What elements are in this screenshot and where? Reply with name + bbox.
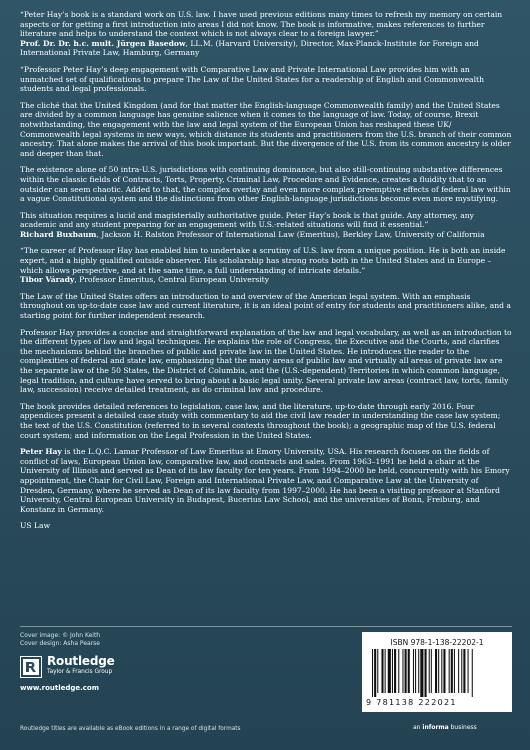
review-buxbaum-para-4: This situation requires a lucid and magisterially authoritative guide. Peter Hay’s book is that guide. Any attorney, any academic and any student preparing for an engagement with U.S.-related situations will find it essential.” — [20, 210, 474, 230]
barcode-bar — [425, 649, 427, 697]
barcode-bar — [435, 649, 437, 693]
routledge-logo-icon — [20, 656, 42, 678]
isbn-barcode-box — [362, 632, 512, 712]
barcode-bar — [372, 649, 373, 697]
review-author: Richard Buxbaum — [20, 229, 97, 239]
barcode-bar — [377, 649, 378, 693]
barcode-bar — [449, 649, 450, 693]
barcode-bar — [431, 649, 432, 693]
description-overview: Professor Hay provides a concise and straightforward explanation of the law and legal vocabulary, as well as an introduction to the different types of law and legal techniques. He explains the role of Congress, the Executive and the Courts, and clarifies the mechanisms behind the branches of public and private law in the United States. He introduces the reader to the complexities of federal and state law, emphasizing that the many areas of public law and virtually all areas of private law are the separate law of the 50 States, the District of Columbia, and the (U.S.-dependent) Territories in which common language, legal tradition, and culture have served to bring about a basic legal unity. Several private law areas (contract law, torts, family law, succession) receive detailed treatment, as do criminal law and procedure. — [20, 327, 512, 395]
barcode-bar — [443, 649, 445, 693]
informa-prefix: an — [413, 724, 423, 731]
description-appendices: The book provides detailed references to legislation, case law, and the literature, up-to-date through early 2016. Four appendices present a detailed case study with commentary to aid the civil law reader in understanding the case law system; the text of the U.S. Constitution (referred to in several contexts throughout the book); a geographic map of the U.S. federal court system; and information on the Legal Profession in the United States. — [20, 401, 501, 440]
barcode-bar — [461, 649, 462, 693]
barcode-bar — [468, 649, 469, 693]
barcode-bar — [415, 649, 416, 693]
barcode-bar — [429, 649, 430, 693]
barcode-bar — [388, 649, 391, 693]
review-buxbaum-para-3: The existence alone of 50 intra-U.S. jurisdictions with continuing dominance, but also still-continuing substantive differences within the classic fields of Contracts, Torts, Property, Criminal Law, Procedure and Evidence, creates a fluidity that to an outsider can seem chaotic. Added to that, the complex overlay and even more complex preemptive effects of federal law within a vague Constitutional system and the distinctions from other English-language jurisdictions become even more mystifying. — [20, 165, 511, 204]
cover-credits — [20, 632, 100, 647]
barcode-bar — [394, 649, 396, 693]
isbn-digits: 9 781138 222021 — [366, 698, 457, 707]
cover-text — [20, 10, 512, 538]
cover-design-credit: Cover design: Asha Pearse — [20, 639, 100, 647]
footer-divider — [20, 626, 512, 627]
review-affiliation: , LL.M. (Harvard University), Director, Max-Planck-Institute for Foreign and International Private Law, Hamburg, Germany — [20, 38, 479, 58]
isbn-label: ISBN 978-1-138-22202-1 — [390, 638, 484, 647]
barcode-bar — [420, 649, 423, 697]
barcode-bar — [408, 649, 410, 693]
barcode-bar — [381, 649, 383, 693]
informa-business-line — [413, 724, 477, 731]
review-basedow-quote: “Peter Hay’s book is a standard work on U.S. law. I have used previous editions many times to refresh my memory on certain aspects or for getting a first introduction into areas I did not know. The book is informative, makes references to further literature and helps to understand the context which is not always clear to a foreign lawyer.” — [20, 10, 503, 39]
review-buxbaum-para-2: The cliché that the United Kingdom (and for that matter the English-language Commonwealth family) and the United States are divided by a common language has genuine salience when it comes to the language of law. Today, of course, Brexit notwithstanding, the engagement with the law and legal system of the European Union has reshaped these UK/ Commonwealth legal systems in new ways, which distance its students and practitioners from the U.S. branch of their common ancestry. That alone makes the arrival of this book important. But the divergence of the U.S. from its common ancestry is older and deeper than that. — [20, 100, 512, 158]
review-buxbaum-attribution — [20, 230, 512, 240]
barcode-bar — [413, 649, 414, 693]
barcode-bar — [392, 649, 393, 693]
barcode-bar — [472, 649, 473, 697]
subject-category: US Law — [20, 521, 51, 531]
author-bio — [20, 447, 512, 514]
description-intro: The Law of the United States offers an introduction to and overview of the American legal system. With an emphasis throughout on up-to-date case law and current literature, it is an ideal point of entry for students and practitioners alike, and a starting point for further independent research. — [20, 291, 511, 321]
barcode-bar — [454, 649, 455, 693]
ebook-note: Routledge titles are available as eBook editions in a range of digital formats — [20, 726, 241, 732]
review-basedow-attribution — [20, 39, 512, 58]
barcode-bar — [458, 649, 459, 693]
review-author: Tibor Várady — [20, 275, 75, 285]
author-name: Peter Hay — [20, 447, 62, 457]
author-bio-text: is the L.Q.C. Lamar Professor of Law Emeritus at Emory University, USA. His research focuses on the fields of conflict of laws, European Union law, comparative law, and contracts and sales. From 1963–1991 he held a chair at the University of Illinois and served as Dean of its law faculty for ten years. From 1994–2000 he held, concurrently with his Emory appointment, the Chair for Civil Law, Foreign and International Private Law, and Comparative Law at the University of Dresden, Germany, where he served as Dean of its law faculty from 1997–2000. He has been a visiting professor at Stanford University, Central European University in Budapest, Bucerius Law School, and the universities of Bonn, Freiburg, and Konstanz in Germany. — [20, 447, 510, 514]
barcode-bar — [438, 649, 439, 693]
barcode-bar — [451, 649, 453, 693]
barcode-bar — [385, 649, 386, 693]
barcode-bar — [374, 649, 376, 697]
barcode-icon — [370, 649, 504, 697]
cover-image-credit: Cover image: © John Keith — [20, 632, 101, 639]
informa-suffix: business — [448, 724, 477, 731]
barcode-bar — [398, 649, 399, 693]
publisher-website: www.routledge.com — [20, 684, 100, 692]
review-author: Prof. Dr. Dr. h.c. mult. Jürgen Basedow — [20, 38, 186, 48]
review-varady-attribution — [20, 275, 512, 285]
barcode-bar — [441, 649, 442, 693]
review-varady-quote: “The career of Professor Hay has enabled him to undertake a scrutiny of U.S. law from a unique position. He is both an inside expert, and a highly qualified outside observer. His scholarship has strong roots both in the United States and in Europe – which allows perspective, and at the same time, a full understanding of intricate details.” — [20, 246, 506, 275]
review-affiliation: , Professor Emeritus, Central European University — [74, 275, 270, 285]
barcode-bar — [402, 649, 403, 693]
barcode-bar — [463, 649, 465, 693]
barcode-bar — [418, 649, 419, 693]
informa-brand: informa — [422, 724, 449, 731]
publisher-name: Routledge — [47, 654, 115, 668]
publisher-group: Taylor & Francis Group — [47, 669, 113, 675]
barcode-bar — [405, 649, 407, 693]
review-affiliation: , Jackson H. Ralston Professor of International Law (Emeritus), Berkley Law, University of California — [96, 229, 485, 239]
review-buxbaum-para-1: “Professor Peter Hay’s deep engagement with Comparative Law and Private International Law provides him with an unmatched set of qualifications to prepare The Law of the United States for a readership of English and Commonwealth students and legal professionals. — [20, 64, 484, 94]
